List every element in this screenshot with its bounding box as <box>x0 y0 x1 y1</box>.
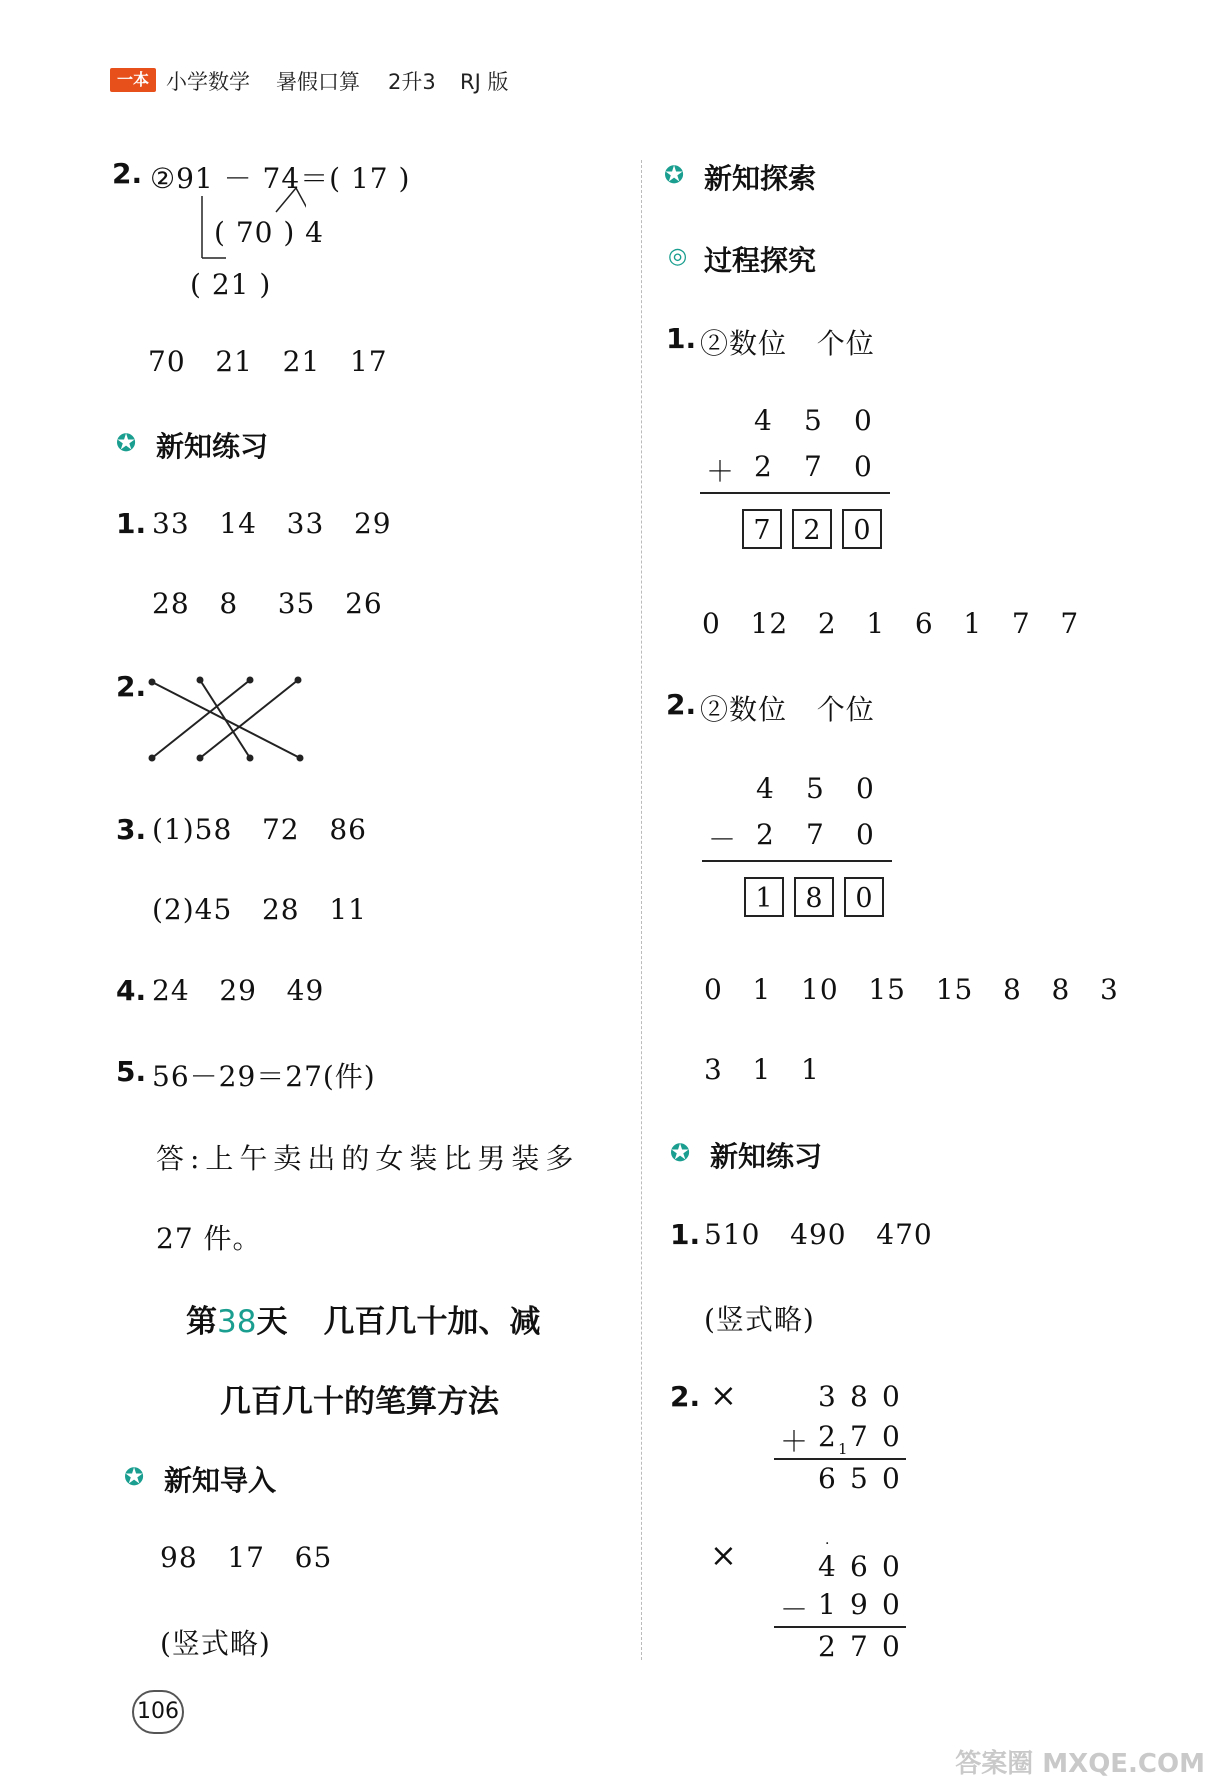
answer-box: 0 <box>844 877 884 917</box>
digit: 0 <box>854 450 873 483</box>
t2-label: 2. <box>666 688 697 721</box>
digit: 0 <box>882 1462 901 1495</box>
answer-box: 2 <box>792 509 832 549</box>
operator-minus: － <box>708 823 738 856</box>
section-xinzhi-lianxi: 新知练习 <box>156 430 269 463</box>
t1-label: 1. <box>666 322 697 355</box>
circle-icon: ◎ <box>668 244 688 269</box>
operator-minus: － <box>780 1593 810 1626</box>
lx5-label: 5. <box>116 1055 147 1088</box>
digit: 9 <box>850 1588 869 1621</box>
operator-plus: ＋ <box>780 1425 810 1458</box>
wrong-mark-icon: × <box>710 1536 738 1574</box>
digit: 0 <box>854 404 873 437</box>
star-icon: ✪ <box>124 1463 145 1491</box>
q2-equation: ②91 － 74＝( 17 ) <box>150 162 411 195</box>
star-icon: ✪ <box>116 429 137 457</box>
answer-box: 0 <box>842 509 882 549</box>
digit: 2 <box>754 450 773 483</box>
lx5-equation: 56－29＝27(件) <box>152 1060 376 1093</box>
answer-box: 1 <box>744 877 784 917</box>
lx5-answer-line1: 答:上午卖出的女装比男装多 <box>156 1142 580 1175</box>
t2-answers-line1: 0 1 10 15 15 8 8 3 <box>704 973 1119 1006</box>
t2-text: ②数位 个位 <box>700 693 875 726</box>
t1-text: ②数位 个位 <box>700 327 875 360</box>
rl2-label: 2. <box>670 1380 701 1413</box>
header-edition: RJ 版 <box>460 70 509 94</box>
difference-line <box>774 1626 906 1628</box>
answer-box: 8 <box>794 877 834 917</box>
carry-mark: 1 <box>838 1440 848 1458</box>
rl1-row1: 510 490 470 <box>704 1218 933 1251</box>
lx3-row1: (1)58 72 86 <box>152 813 367 846</box>
rl1-label: 1. <box>670 1218 701 1251</box>
digit: 0 <box>882 1420 901 1453</box>
lx1-row1: 33 14 33 29 <box>152 507 392 540</box>
lx5-answer-line2: 27 件。 <box>156 1222 262 1255</box>
lx4-label: 4. <box>116 974 147 1007</box>
borrow-dot: · <box>825 1536 830 1552</box>
day-title-line2: 几百几十的笔算方法 <box>220 1384 499 1420</box>
digit: 1 <box>818 1588 837 1621</box>
digit: 6 <box>850 1550 869 1583</box>
matching-lines <box>140 666 310 766</box>
answer-box: 7 <box>742 509 782 549</box>
column-divider <box>641 160 642 1660</box>
digit: 4 <box>818 1550 837 1583</box>
day-title-line1: 第38天 几百几十加、减 <box>186 1304 541 1340</box>
digit: 5 <box>806 772 825 805</box>
wrong-mark-icon: × <box>710 1376 738 1414</box>
watermark: 答案圈 MXQE.COM <box>955 1749 1205 1779</box>
digit: 4 <box>754 404 773 437</box>
page-number: 106 <box>132 1690 184 1734</box>
lx1-row2: 28 8 35 26 <box>152 587 383 620</box>
digit: 7 <box>806 818 825 851</box>
q2-answers: 70 21 21 17 <box>148 345 388 378</box>
digit: 7 <box>804 450 823 483</box>
digit: 2 <box>818 1630 837 1663</box>
header-subject: 小学数学 <box>166 70 250 94</box>
dr-row1: 98 17 65 <box>160 1541 333 1574</box>
lx3-row2: (2)45 28 11 <box>152 893 367 926</box>
lx1-label: 1. <box>116 507 147 540</box>
digit: 7 <box>850 1420 869 1453</box>
digit: 7 <box>850 1630 869 1663</box>
digit: 0 <box>882 1550 901 1583</box>
brand-badge: 一本 <box>110 68 156 92</box>
digit: 0 <box>882 1588 901 1621</box>
sum-line <box>774 1458 906 1460</box>
digit: 4 <box>756 772 775 805</box>
q2-split: ( 70 ) 4 <box>214 216 324 249</box>
digit: 8 <box>850 1380 869 1413</box>
t2-answers-line2: 3 1 1 <box>704 1053 820 1086</box>
header-grade: 2升3 <box>388 70 436 94</box>
digit: 0 <box>856 772 875 805</box>
digit: 2 <box>818 1420 837 1453</box>
q2-result: ( 21 ) <box>190 268 272 301</box>
sum-line <box>700 492 890 494</box>
digit: 5 <box>850 1462 869 1495</box>
dr-row2: (竖式略) <box>160 1627 271 1660</box>
star-icon: ✪ <box>670 1139 691 1167</box>
day-number: 38 <box>217 1304 257 1340</box>
digit: 5 <box>804 404 823 437</box>
header-book: 暑假口算 <box>276 70 360 94</box>
t1-answers: 0 12 2 1 6 1 7 7 <box>702 607 1080 640</box>
lx4-row1: 24 29 49 <box>152 974 325 1007</box>
rl1-row2: (竖式略) <box>704 1303 815 1336</box>
lx3-label: 3. <box>116 813 147 846</box>
section-guocheng: 过程探究 <box>704 244 817 277</box>
q2-label: 2. <box>112 157 143 190</box>
digit: 0 <box>856 818 875 851</box>
section-xinzhi-daoru: 新知导入 <box>164 1464 277 1497</box>
section-xinzhi-lianxi-right: 新知练习 <box>710 1140 823 1173</box>
difference-line <box>702 860 892 862</box>
digit: 6 <box>818 1462 837 1495</box>
star-icon: ✪ <box>664 161 685 189</box>
digit: 3 <box>818 1380 837 1413</box>
operator-plus: ＋ <box>706 455 736 488</box>
section-xinzhi-tansuo: 新知探索 <box>704 162 817 195</box>
digit: 0 <box>882 1380 901 1413</box>
digit: 2 <box>756 818 775 851</box>
digit: 0 <box>882 1630 901 1663</box>
lx2-label: 2. <box>116 670 147 703</box>
